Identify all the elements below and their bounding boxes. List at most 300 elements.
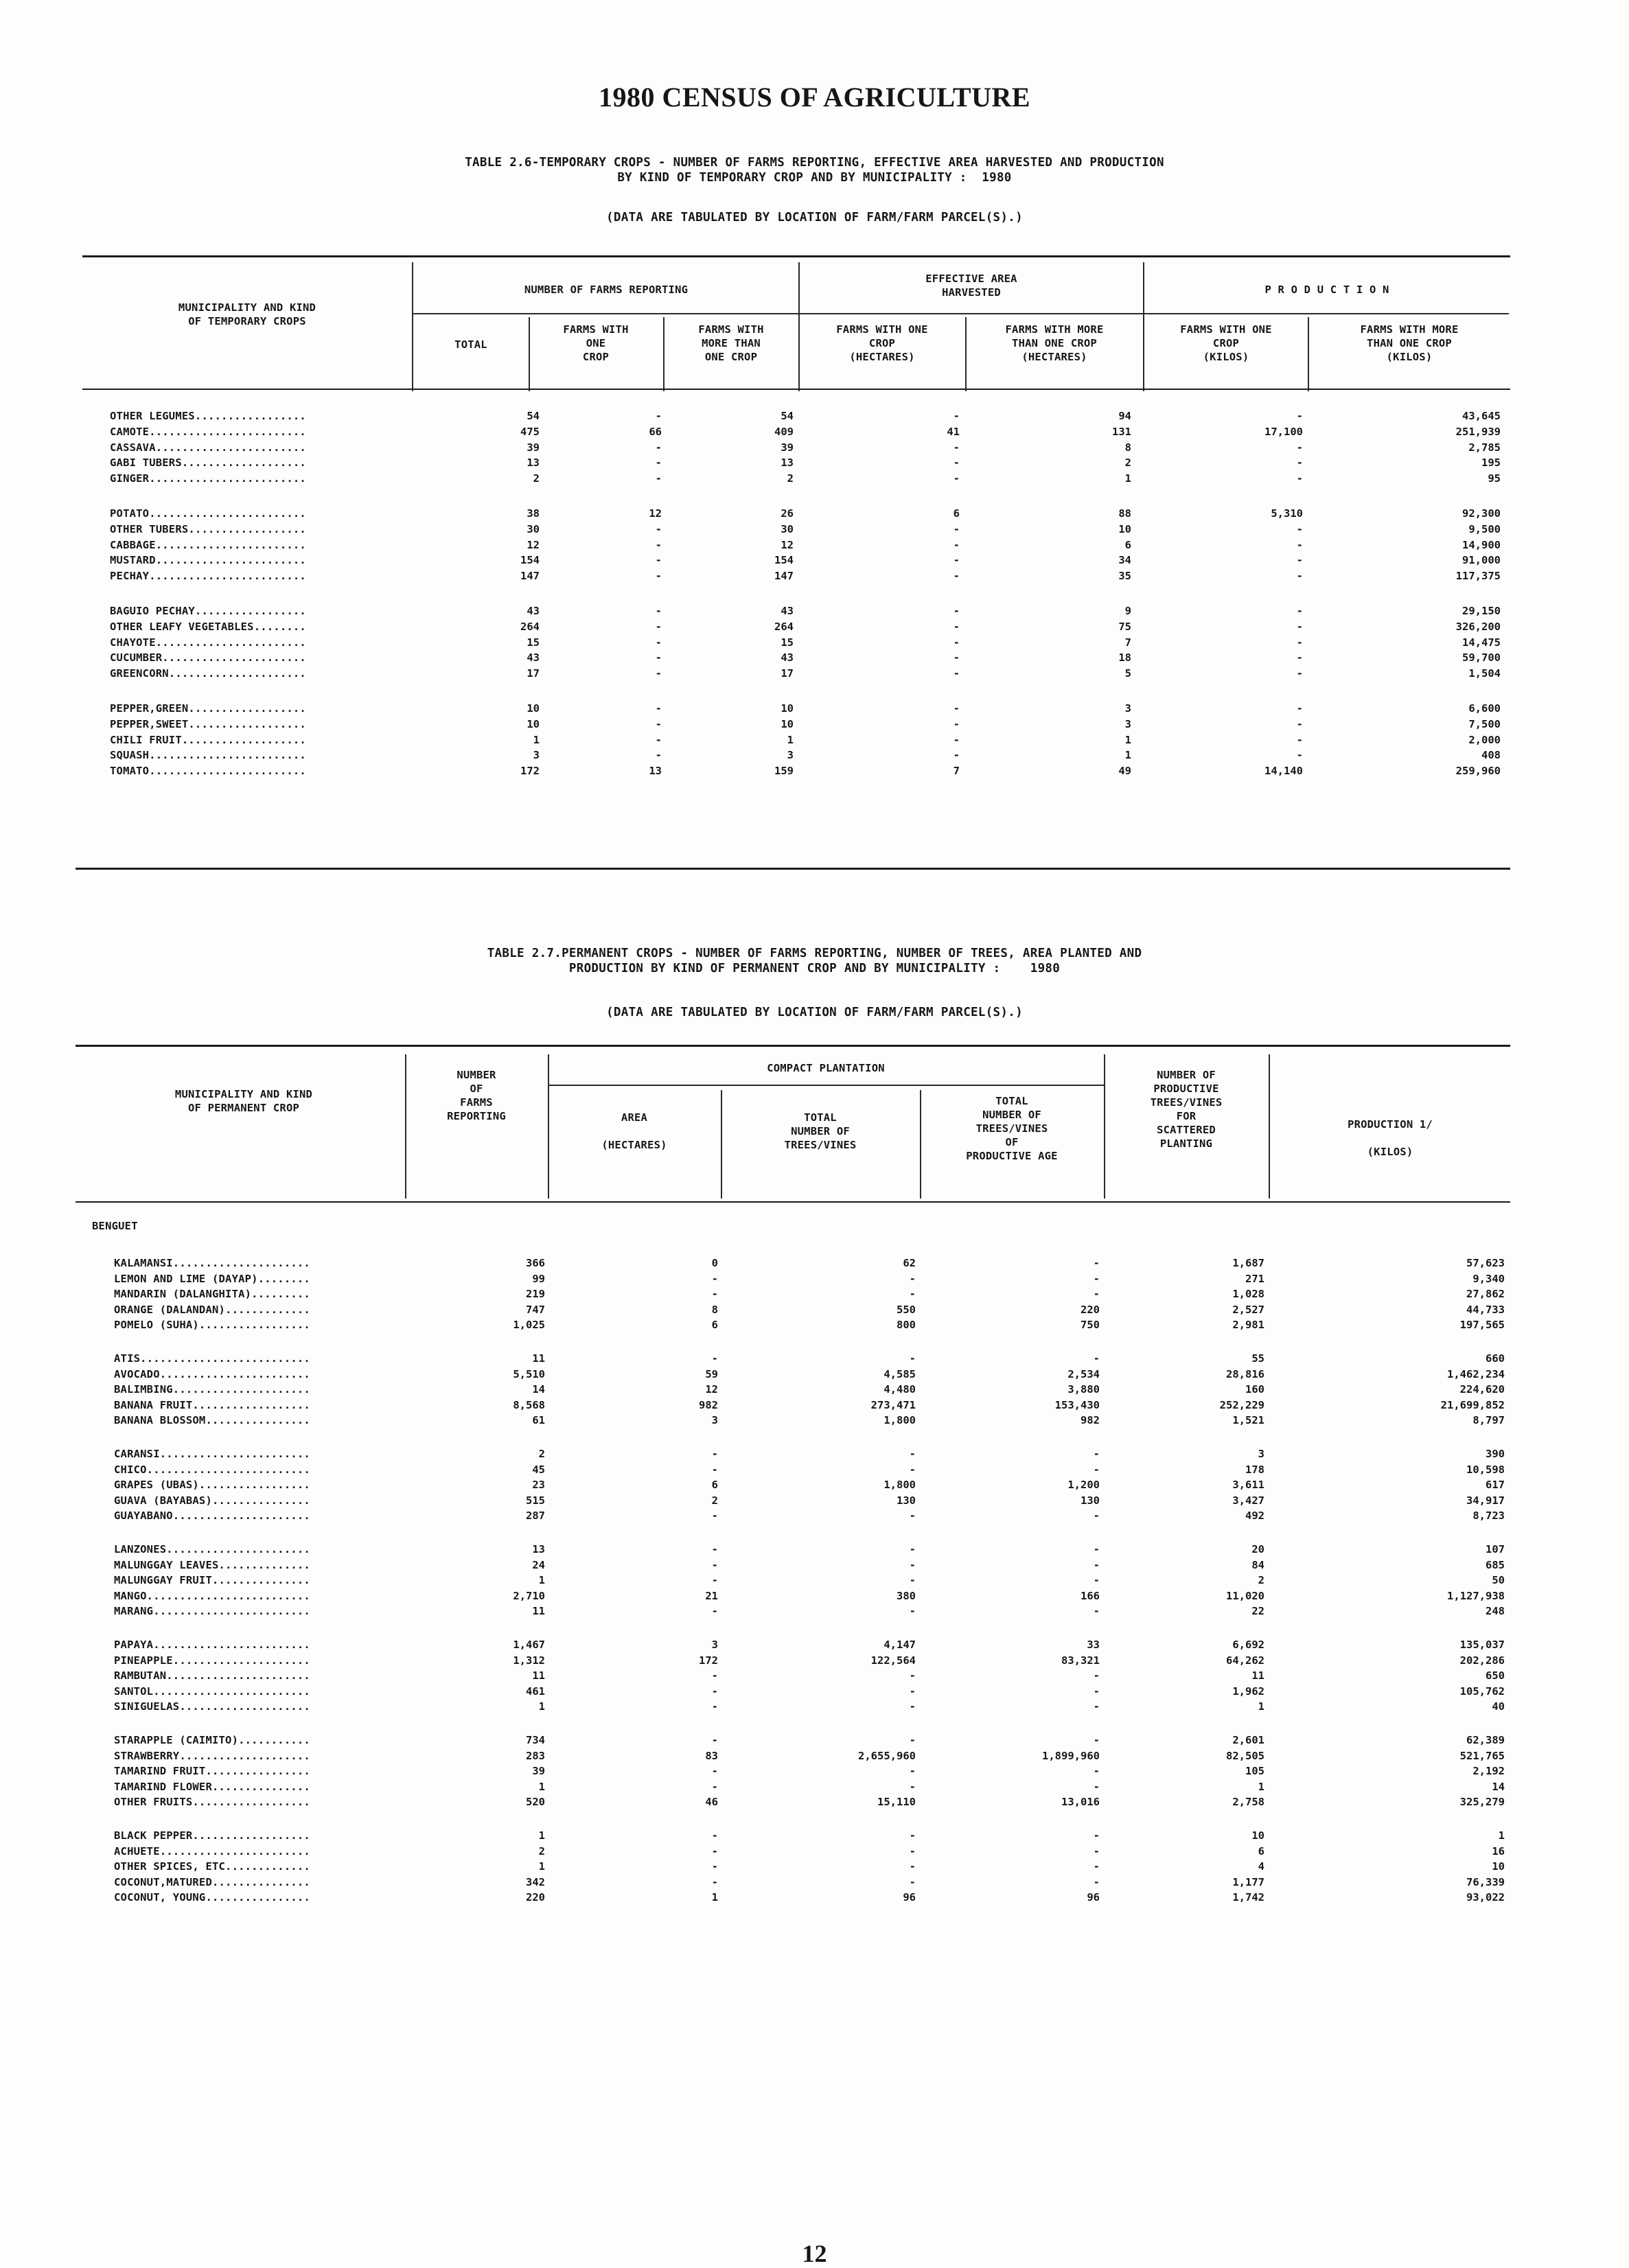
table27-cell: -	[1093, 1669, 1100, 1682]
table27-cell: 9,340	[1472, 1272, 1505, 1285]
table26-cell: -	[655, 441, 662, 454]
table26-row-label: TOMATO........................	[110, 765, 306, 778]
table27-cell: 1,025	[513, 1319, 545, 1332]
table27-cell: -	[909, 1558, 916, 1571]
table27-cell: 33	[1087, 1639, 1100, 1651]
table26-cell: 39	[527, 441, 540, 454]
table26-cell: 34	[1118, 554, 1131, 567]
table26-cell: 14,475	[1462, 636, 1501, 649]
table27-cell: 1	[538, 1829, 545, 1842]
table27-cell: -	[711, 1780, 718, 1793]
table27-cell: 2	[538, 1844, 545, 1858]
table26-row-label: OTHER TUBERS..................	[110, 522, 306, 535]
table27-cell: -	[909, 1543, 916, 1555]
table27-cell: 747	[526, 1303, 545, 1316]
table26-cell: 3	[533, 749, 540, 762]
table27-cell: 1	[1258, 1700, 1264, 1713]
table27-cell: -	[1093, 1734, 1100, 1746]
table27-cell: -	[1093, 1463, 1100, 1476]
table27-row-label: BLACK PEPPER..................	[114, 1829, 310, 1842]
table27-cell: 492	[1245, 1509, 1264, 1523]
table26-cell: 75	[1118, 620, 1131, 633]
table27-row-label: STRAWBERRY....................	[114, 1749, 310, 1762]
table27-cell: 521,765	[1459, 1749, 1505, 1762]
table27-cell: -	[711, 1734, 718, 1746]
table27-cell: 44,733	[1466, 1303, 1505, 1316]
table27-cell: -	[1093, 1448, 1100, 1460]
table27-cell: 76,339	[1466, 1875, 1505, 1888]
t27-h-production: PRODUCTION 1/ (KILOS)	[1348, 1118, 1433, 1158]
table26-cell: -	[953, 410, 960, 422]
table27-cell: -	[711, 1352, 718, 1365]
t27-group-rule	[549, 1085, 1104, 1086]
table27-cell: -	[909, 1829, 916, 1842]
table27-cell: 982	[1081, 1414, 1100, 1427]
table27-cell: 2,758	[1232, 1796, 1264, 1809]
table27-cell: 8,568	[513, 1398, 545, 1411]
table27-cell: 5,510	[513, 1367, 545, 1380]
table26-cell: 6	[1124, 538, 1131, 551]
table26-cell: 14,900	[1462, 538, 1501, 551]
table27-cell: 14	[1492, 1780, 1505, 1793]
table26-cell: 18	[1118, 651, 1131, 664]
table26-cell: 39	[781, 441, 794, 454]
table26-row-label: GABI TUBERS...................	[110, 456, 306, 470]
table26-cell: -	[953, 717, 960, 730]
page-header: 1980 CENSUS OF AGRICULTURE	[598, 82, 1031, 113]
table27-cell: -	[711, 1829, 718, 1842]
table26-cell: -	[1296, 441, 1303, 454]
table27-cell: -	[1093, 1352, 1100, 1365]
table27-cell: 271	[1245, 1272, 1264, 1285]
table27-cell: 160	[1245, 1383, 1264, 1396]
table26-row-label: CASSAVA.......................	[110, 441, 306, 454]
table27-cell: 11	[532, 1352, 545, 1365]
table27-cell: 4,480	[883, 1383, 916, 1396]
table27-cell: 4,585	[883, 1367, 916, 1380]
table27-cell: 11	[532, 1605, 545, 1618]
table27-row-label: MANDARIN (DALANGHITA).........	[114, 1288, 310, 1301]
t26-vdiv	[1308, 317, 1309, 391]
table27-cell: 13	[532, 1543, 545, 1555]
table27-cell: 461	[526, 1685, 545, 1698]
table27-cell: -	[711, 1875, 718, 1888]
table26-cell: -	[1296, 522, 1303, 535]
table27-row-label: OTHER FRUITS..................	[114, 1796, 310, 1809]
table26-cell: 49	[1118, 765, 1131, 778]
table26-cell: 13	[649, 765, 662, 778]
table27-cell: 1	[538, 1574, 545, 1587]
table26-row-label: PEPPER,SWEET..................	[110, 717, 306, 730]
table26-cell: -	[655, 717, 662, 730]
t27-h-farms: NUMBER OF FARMS REPORTING	[447, 1069, 506, 1122]
table27-cell: 50	[1492, 1574, 1505, 1587]
table26-cell: 408	[1481, 749, 1501, 762]
table27-row-label: TAMARIND FLOWER...............	[114, 1780, 310, 1793]
table27-cell: -	[711, 1765, 718, 1778]
table26-cell: -	[1296, 456, 1303, 470]
table26-cell: 1	[787, 733, 794, 746]
table26-cell: 147	[774, 570, 794, 583]
table27-row-label: RAMBUTAN......................	[114, 1669, 310, 1682]
t26-header-rule	[82, 389, 1510, 390]
table26-cell: -	[655, 522, 662, 535]
table27-row-label: ACHUETE.......................	[114, 1844, 310, 1858]
table26-cell: 15	[781, 636, 794, 649]
table27-cell: -	[1093, 1685, 1100, 1698]
table26-bottom-rule	[76, 868, 1510, 870]
table27-row-label: CHICO.........................	[114, 1463, 310, 1476]
table27-row-label: ATIS..........................	[114, 1352, 310, 1365]
table26-cell: 2,785	[1468, 441, 1501, 454]
table26-cell: -	[655, 554, 662, 567]
table27-cell: 20	[1251, 1543, 1264, 1555]
table26-cell: 30	[781, 522, 794, 535]
table26-cell: 1,504	[1468, 667, 1501, 680]
table27-cell: -	[711, 1700, 718, 1713]
table27-row-label: SANTOL........................	[114, 1685, 310, 1698]
t27-h-area: AREA (HECTARES)	[601, 1111, 667, 1151]
table27-cell: 273,471	[870, 1398, 916, 1411]
table26-cell: 95	[1488, 472, 1501, 485]
table27-cell: 3,611	[1232, 1479, 1264, 1492]
table27-cell: 46	[705, 1796, 718, 1809]
t27-header-rule	[76, 1201, 1510, 1203]
table26-cell: -	[655, 733, 662, 746]
table27-cell: 1	[538, 1860, 545, 1873]
table26-cell: 147	[520, 570, 540, 583]
table27-cell: 1,177	[1232, 1875, 1264, 1888]
table26-cell: 3	[787, 749, 794, 762]
table27-cell: -	[909, 1288, 916, 1301]
table27-cell: -	[909, 1574, 916, 1587]
table27-cell: -	[711, 1448, 718, 1460]
table27-cell: -	[909, 1669, 916, 1682]
table27-cell: 62	[903, 1257, 916, 1269]
table27-cell: 15,110	[877, 1796, 916, 1809]
table27-cell: -	[1093, 1288, 1100, 1301]
t27-h-group-compact: COMPACT PLANTATION	[767, 1062, 885, 1074]
table27-cell: -	[711, 1605, 718, 1618]
table27-cell: 23	[532, 1479, 545, 1492]
table27-cell: -	[711, 1574, 718, 1587]
table27-row-label: STARAPPLE (CAIMITO)...........	[114, 1734, 310, 1746]
table27-cell: -	[909, 1272, 916, 1285]
table27-row-label: CARANSI.......................	[114, 1448, 310, 1460]
table27-cell: 1,800	[883, 1479, 916, 1492]
table26-cell: 3	[1124, 717, 1131, 730]
table27-cell: 252,229	[1219, 1398, 1264, 1411]
table27-row-label: SINIGUELAS....................	[114, 1700, 310, 1713]
table27-cell: -	[909, 1780, 916, 1793]
table27-row-label: GRAPES (UBAS).................	[114, 1479, 310, 1492]
table27-top-rule	[76, 1045, 1510, 1047]
table27-cell: -	[1093, 1860, 1100, 1873]
table27-cell: 10	[1251, 1829, 1264, 1842]
table26-cell: 409	[774, 425, 794, 438]
table26-cell: -	[953, 605, 960, 617]
table26-cell: 264	[520, 620, 540, 633]
table27-cell: -	[1093, 1574, 1100, 1587]
table26-cell: 195	[1481, 456, 1501, 470]
table27-cell: 1	[538, 1780, 545, 1793]
t26-h-prod-more: FARMS WITH MORE THAN ONE CROP (KILOS)	[1360, 323, 1459, 363]
table27-cell: -	[1093, 1875, 1100, 1888]
table26-cell: 9,500	[1468, 522, 1501, 535]
table27-cell: 11	[532, 1669, 545, 1682]
t26-h-more-crop: FARMS WITH MORE THAN ONE CROP	[698, 323, 764, 363]
table27-cell: 2,527	[1232, 1303, 1264, 1316]
table26-cell: 30	[527, 522, 540, 535]
table26-cell: -	[953, 472, 960, 485]
table27-note: (DATA ARE TABULATED BY LOCATION OF FARM/FARM PARCEL(S).)	[606, 1006, 1023, 1019]
table27-cell: 55	[1251, 1352, 1264, 1365]
table27-cell: 64,262	[1226, 1654, 1264, 1667]
table27-cell: -	[909, 1734, 916, 1746]
table27-cell: 2	[711, 1494, 718, 1507]
table27-cell: 6	[1258, 1844, 1264, 1858]
table27-cell: 685	[1486, 1558, 1505, 1571]
table27-cell: 287	[526, 1509, 545, 1523]
table27-cell: -	[1093, 1780, 1100, 1793]
table27-cell: 1,962	[1232, 1685, 1264, 1698]
table27-cell: 10	[1492, 1860, 1505, 1873]
table26-row-label: PEPPER,GREEN..................	[110, 702, 306, 715]
t26-h-group-area: EFFECTIVE AREA HARVESTED	[925, 273, 1017, 299]
table27-cell: 99	[532, 1272, 545, 1285]
table26-cell: -	[953, 522, 960, 535]
table27-cell: 750	[1081, 1319, 1100, 1332]
table27-cell: 153,430	[1054, 1398, 1100, 1411]
table27-cell: 27,862	[1466, 1288, 1505, 1301]
table26-cell: 3	[1124, 702, 1131, 715]
t26-h-group-prod: P R O D U C T I O N	[1264, 284, 1389, 296]
table27-row-label: POMELO (SUHA).................	[114, 1319, 310, 1332]
t26-h-area-one: FARMS WITH ONE CROP (HECTARES)	[836, 323, 928, 363]
table26-row-label: BAGUIO PECHAY.................	[110, 605, 306, 617]
table26-cell: -	[655, 702, 662, 715]
table26-top-rule	[82, 255, 1510, 257]
table27-row-label: TAMARIND FRUIT................	[114, 1765, 310, 1778]
table26-row-label: CHAYOTE.......................	[110, 636, 306, 649]
table27-cell: 197,565	[1459, 1319, 1505, 1332]
table26-cell: 54	[527, 410, 540, 422]
table26-cell: 43	[781, 605, 794, 617]
table26-cell: 12	[649, 507, 662, 520]
table26-cell: -	[1296, 410, 1303, 422]
t27-h-scattered: NUMBER OF PRODUCTIVE TREES/VINES FOR SCATTERED PLANTING	[1150, 1069, 1223, 1150]
table27-cell: 6	[711, 1319, 718, 1332]
table27-cell: 4	[1258, 1860, 1264, 1873]
table27-cell: 3,427	[1232, 1494, 1264, 1507]
table27-cell: 4,147	[883, 1639, 916, 1651]
table26-row-label: OTHER LEGUMES.................	[110, 410, 306, 422]
table27-cell: 366	[526, 1257, 545, 1269]
table27-cell: 130	[1081, 1494, 1100, 1507]
table27-cell: 3	[1258, 1448, 1264, 1460]
table27-cell: 178	[1245, 1463, 1264, 1476]
table27-cell: 982	[699, 1398, 718, 1411]
table26-cell: 475	[520, 425, 540, 438]
table27-cell: -	[1093, 1829, 1100, 1842]
table27-cell: -	[711, 1288, 718, 1301]
table27-cell: 1	[711, 1891, 718, 1904]
table27-row-label: LANZONES......................	[114, 1543, 310, 1555]
table26-cell: -	[655, 538, 662, 551]
table26-cell: 1	[1124, 749, 1131, 762]
table27-cell: 1,521	[1232, 1414, 1264, 1427]
table27-cell: -	[909, 1875, 916, 1888]
table27-cell: 283	[526, 1749, 545, 1762]
table27-cell: 21,699,852	[1440, 1398, 1505, 1411]
table27-cell: -	[909, 1448, 916, 1460]
table27-cell: 650	[1486, 1669, 1505, 1682]
table27-cell: 1,742	[1232, 1891, 1264, 1904]
t26-h-one-crop: FARMS WITH ONE CROP	[563, 323, 629, 363]
table27-cell: -	[1093, 1509, 1100, 1523]
table26-cell: 17,100	[1264, 425, 1303, 438]
table26-row-label: CHILI FRUIT...................	[110, 733, 306, 746]
table27-cell: 13,016	[1061, 1796, 1100, 1809]
table27-cell: 22	[1251, 1605, 1264, 1618]
table26-cell: 6	[953, 507, 960, 520]
table27-cell: 11	[1251, 1669, 1264, 1682]
table27-cell: 40	[1492, 1700, 1505, 1713]
t26-h-total: TOTAL	[454, 338, 487, 351]
table27-row-label: BANANA BLOSSOM................	[114, 1414, 310, 1427]
table26-cell: 10	[781, 717, 794, 730]
table27-cell: -	[909, 1765, 916, 1778]
table27-cell: 800	[897, 1319, 916, 1332]
table26-cell: 2,000	[1468, 733, 1501, 746]
table26-cell: -	[1296, 702, 1303, 715]
table27-cell: 660	[1486, 1352, 1505, 1365]
table26-cell: -	[655, 570, 662, 583]
table27-cell: -	[1093, 1844, 1100, 1858]
table27-caption: TABLE 2.7.PERMANENT CROPS - NUMBER OF FARMS REPORTING, NUMBER OF TREES, AREA PLANTED AND PRODUCTION BY KIND OF PERMANENT CROP AND BY MUNICIPALITY : 1980	[487, 947, 1142, 975]
table27-cell: -	[909, 1509, 916, 1523]
table26-cell: -	[1296, 717, 1303, 730]
table27-cell: -	[711, 1558, 718, 1571]
t27-province: BENGUET	[92, 1220, 138, 1232]
table27-row-label: COCONUT,MATURED...............	[114, 1875, 310, 1888]
table26-cell: 264	[774, 620, 794, 633]
table26-cell: 38	[527, 507, 540, 520]
table26-cell: 15	[527, 636, 540, 649]
table26-cell: 8	[1124, 441, 1131, 454]
table27-cell: 8,797	[1472, 1414, 1505, 1427]
table26-cell: -	[1296, 554, 1303, 567]
table26-cell: 10	[781, 702, 794, 715]
table27-row-label: MALUNGGAY FRUIT...............	[114, 1574, 310, 1587]
table27-cell: 8,723	[1472, 1509, 1505, 1523]
table27-cell: 219	[526, 1288, 545, 1301]
table26-cell: -	[1296, 472, 1303, 485]
table27-cell: 16	[1492, 1844, 1505, 1858]
table26-row-label: CABBAGE.......................	[110, 538, 306, 551]
table26-cell: -	[1296, 636, 1303, 649]
table27-cell: -	[1093, 1543, 1100, 1555]
t27-h-kind: MUNICIPALITY AND KIND OF PERMANENT CROP	[174, 1088, 313, 1114]
table27-cell: -	[1093, 1765, 1100, 1778]
table26-cell: -	[953, 702, 960, 715]
table27-cell: -	[711, 1272, 718, 1285]
table27-cell: 135,037	[1459, 1639, 1505, 1651]
table26-cell: 43	[527, 651, 540, 664]
table27-cell: 107	[1486, 1543, 1505, 1555]
table27-cell: 2,655,960	[858, 1749, 916, 1762]
table26-cell: 13	[781, 456, 794, 470]
table26-cell: 13	[527, 456, 540, 470]
table27-cell: -	[1093, 1605, 1100, 1618]
t26-h-kind: MUNICIPALITY AND KIND OF TEMPORARY CROPS	[178, 301, 316, 327]
table27-cell: 83,321	[1061, 1654, 1100, 1667]
table27-cell: 520	[526, 1796, 545, 1809]
table27-cell: 57,623	[1466, 1257, 1505, 1269]
table26-row-label: GINGER........................	[110, 472, 306, 485]
table27-row-label: PINEAPPLE.....................	[114, 1654, 310, 1667]
table27-cell: 3	[711, 1414, 718, 1427]
table27-cell: 550	[897, 1303, 916, 1316]
t26-group-rule	[413, 313, 1509, 314]
table26-cell: 94	[1118, 410, 1131, 422]
table27-cell: -	[1093, 1272, 1100, 1285]
table27-cell: 34,917	[1466, 1494, 1505, 1507]
table26-cell: 159	[774, 765, 794, 778]
table27-row-label: MANGO.........................	[114, 1589, 310, 1602]
table26-cell: -	[953, 620, 960, 633]
table27-row-label: MARANG........................	[114, 1605, 310, 1618]
table26-cell: 43	[527, 605, 540, 617]
table26-cell: -	[655, 749, 662, 762]
table26-cell: -	[655, 410, 662, 422]
table26-cell: -	[1296, 749, 1303, 762]
table27-cell: -	[909, 1844, 916, 1858]
table27-cell: 1,687	[1232, 1257, 1264, 1269]
table26-cell: 5,310	[1271, 507, 1303, 520]
table26-note: (DATA ARE TABULATED BY LOCATION OF FARM/FARM PARCEL(S).)	[606, 211, 1023, 224]
table27-cell: 202,286	[1459, 1654, 1505, 1667]
table27-cell: 1,800	[883, 1414, 916, 1427]
table26-cell: -	[953, 651, 960, 664]
table26-cell: 117,375	[1455, 570, 1501, 583]
table26-cell: -	[1296, 651, 1303, 664]
table26-cell: -	[953, 749, 960, 762]
table27-cell: 59	[705, 1367, 718, 1380]
table26-cell: 5	[1124, 667, 1131, 680]
table27-cell: 2,710	[513, 1589, 545, 1602]
table27-cell: 62,389	[1466, 1734, 1505, 1746]
table27-cell: 2,534	[1067, 1367, 1100, 1380]
table26-cell: 12	[781, 538, 794, 551]
table26-cell: 131	[1112, 425, 1131, 438]
table26-cell: 14,140	[1264, 765, 1303, 778]
table27-cell: 1	[1498, 1829, 1505, 1842]
table26-cell: 2	[787, 472, 794, 485]
table27-cell: -	[711, 1844, 718, 1858]
table27-cell: 1	[538, 1700, 545, 1713]
table27-cell: -	[711, 1669, 718, 1682]
table26-cell: 10	[1118, 522, 1131, 535]
table27-cell: 248	[1486, 1605, 1505, 1618]
table27-cell: -	[711, 1685, 718, 1698]
table27-cell: 105	[1245, 1765, 1264, 1778]
table27-cell: 1,312	[513, 1654, 545, 1667]
table27-cell: 1,200	[1067, 1479, 1100, 1492]
table27-row-label: MALUNGGAY LEAVES..............	[114, 1558, 310, 1571]
table26-cell: 7	[1124, 636, 1131, 649]
table26-cell: -	[1296, 570, 1303, 583]
